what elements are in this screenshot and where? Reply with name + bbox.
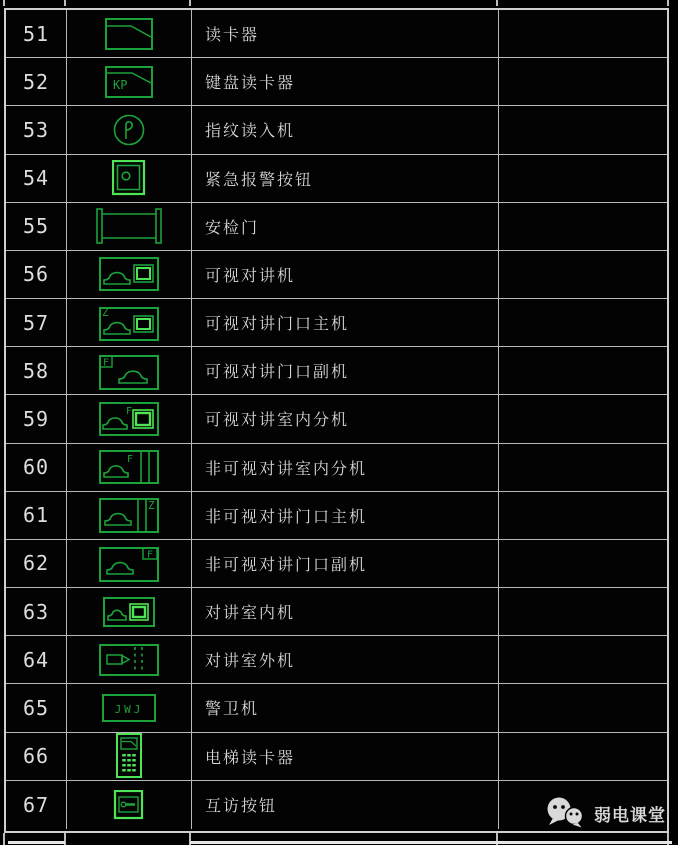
row-number: 54 bbox=[6, 155, 67, 203]
row-label: 互访按钮 bbox=[192, 781, 499, 829]
grid-tick bbox=[3, 0, 5, 6]
video-door-master-icon bbox=[99, 305, 159, 341]
row-label: 可视对讲室内分机 bbox=[192, 395, 499, 443]
audio-indoor-extension-icon bbox=[99, 450, 159, 484]
symbol-cell bbox=[67, 395, 192, 443]
intercom-indoor-unit-icon bbox=[103, 597, 155, 627]
row-empty-cell bbox=[499, 733, 667, 781]
row-empty-cell bbox=[499, 10, 667, 58]
fingerprint-reader-icon bbox=[111, 112, 147, 148]
svg-text:Z: Z bbox=[148, 499, 155, 513]
symbol-cell bbox=[67, 347, 192, 395]
row-label: 警卫机 bbox=[192, 684, 499, 732]
row-label: 非可视对讲门口主机 bbox=[192, 492, 499, 540]
audio-door-master-icon bbox=[99, 497, 159, 533]
svg-text:F: F bbox=[147, 549, 154, 561]
symbol-cell bbox=[67, 106, 192, 154]
symbol-cell bbox=[67, 733, 192, 781]
row-number: 57 bbox=[6, 299, 67, 347]
row-number: 63 bbox=[6, 588, 67, 636]
row-empty-cell bbox=[499, 492, 667, 540]
symbol-cell bbox=[67, 781, 192, 829]
symbol-legend-table bbox=[4, 8, 669, 833]
mutual-visit-button-icon bbox=[113, 790, 145, 820]
watermark-text: 弱电课堂 bbox=[594, 805, 666, 826]
wechat-icon bbox=[545, 796, 587, 830]
row-number: 62 bbox=[6, 540, 67, 588]
video-intercom-icon bbox=[99, 257, 159, 291]
svg-text:F: F bbox=[103, 357, 110, 369]
intercom-outdoor-unit-icon bbox=[99, 644, 159, 676]
svg-text:KP: KP bbox=[113, 77, 128, 92]
keypad-card-reader-icon bbox=[105, 66, 153, 98]
row-label: 可视对讲机 bbox=[192, 251, 499, 299]
row-empty-cell bbox=[499, 58, 667, 106]
symbol-cell bbox=[67, 444, 192, 492]
grid-tick bbox=[496, 0, 498, 6]
guard-unit-icon bbox=[102, 694, 156, 722]
row-number: 53 bbox=[6, 106, 67, 154]
cropped-row-edge bbox=[8, 841, 65, 844]
symbol-cell bbox=[67, 251, 192, 299]
grid-tick bbox=[667, 0, 669, 6]
row-number: 60 bbox=[6, 444, 67, 492]
row-number: 65 bbox=[6, 684, 67, 732]
row-empty-cell bbox=[499, 395, 667, 443]
video-indoor-extension-icon bbox=[99, 402, 159, 436]
symbol-cell bbox=[67, 10, 192, 58]
symbol-cell bbox=[67, 684, 192, 732]
symbol-cell bbox=[67, 636, 192, 684]
row-empty-cell bbox=[499, 347, 667, 395]
audio-door-slave-icon bbox=[99, 544, 159, 582]
row-label: 紧急报警按钮 bbox=[192, 155, 499, 203]
row-number: 66 bbox=[6, 733, 67, 781]
symbol-cell bbox=[67, 492, 192, 540]
row-label: 指纹读入机 bbox=[192, 106, 499, 154]
row-label: 可视对讲门口副机 bbox=[192, 347, 499, 395]
svg-text:F: F bbox=[127, 454, 134, 466]
row-empty-cell bbox=[499, 636, 667, 684]
emergency-alarm-button-icon bbox=[112, 160, 146, 196]
row-label: 键盘读卡器 bbox=[192, 58, 499, 106]
symbol-cell bbox=[67, 588, 192, 636]
row-label: 安检门 bbox=[192, 203, 499, 251]
security-gate-icon bbox=[96, 206, 162, 246]
symbol-cell bbox=[67, 58, 192, 106]
row-empty-cell bbox=[499, 203, 667, 251]
row-number: 52 bbox=[6, 58, 67, 106]
row-label: 对讲室外机 bbox=[192, 636, 499, 684]
row-number: 55 bbox=[6, 203, 67, 251]
row-label: 可视对讲门口主机 bbox=[192, 299, 499, 347]
row-number: 59 bbox=[6, 395, 67, 443]
cropped-row-edge bbox=[190, 841, 672, 844]
svg-text:JWJ: JWJ bbox=[114, 702, 144, 716]
row-label: 非可视对讲门口副机 bbox=[192, 540, 499, 588]
row-number: 51 bbox=[6, 10, 67, 58]
symbol-cell bbox=[67, 540, 192, 588]
grid-tick bbox=[189, 0, 191, 6]
row-empty-cell bbox=[499, 444, 667, 492]
elevator-card-reader-icon bbox=[114, 733, 144, 779]
watermark bbox=[545, 797, 666, 829]
symbol-cell bbox=[67, 155, 192, 203]
row-label: 对讲室内机 bbox=[192, 588, 499, 636]
row-empty-cell bbox=[499, 684, 667, 732]
row-empty-cell bbox=[499, 540, 667, 588]
row-number: 56 bbox=[6, 251, 67, 299]
row-number: 67 bbox=[6, 781, 67, 829]
svg-text:F: F bbox=[126, 405, 133, 417]
row-empty-cell bbox=[499, 155, 667, 203]
grid-tick bbox=[64, 0, 66, 6]
row-number: 58 bbox=[6, 347, 67, 395]
row-label: 非可视对讲室内分机 bbox=[192, 444, 499, 492]
card-reader-icon bbox=[105, 18, 153, 50]
svg-text:Z: Z bbox=[102, 305, 109, 319]
grid-tick bbox=[3, 833, 5, 845]
video-door-slave-icon bbox=[99, 352, 159, 390]
row-empty-cell bbox=[499, 106, 667, 154]
row-empty-cell bbox=[499, 251, 667, 299]
row-number: 61 bbox=[6, 492, 67, 540]
symbol-cell bbox=[67, 203, 192, 251]
row-label: 电梯读卡器 bbox=[192, 733, 499, 781]
row-number: 64 bbox=[6, 636, 67, 684]
symbol-cell bbox=[67, 299, 192, 347]
row-label: 读卡器 bbox=[192, 10, 499, 58]
row-empty-cell bbox=[499, 299, 667, 347]
row-empty-cell bbox=[499, 588, 667, 636]
